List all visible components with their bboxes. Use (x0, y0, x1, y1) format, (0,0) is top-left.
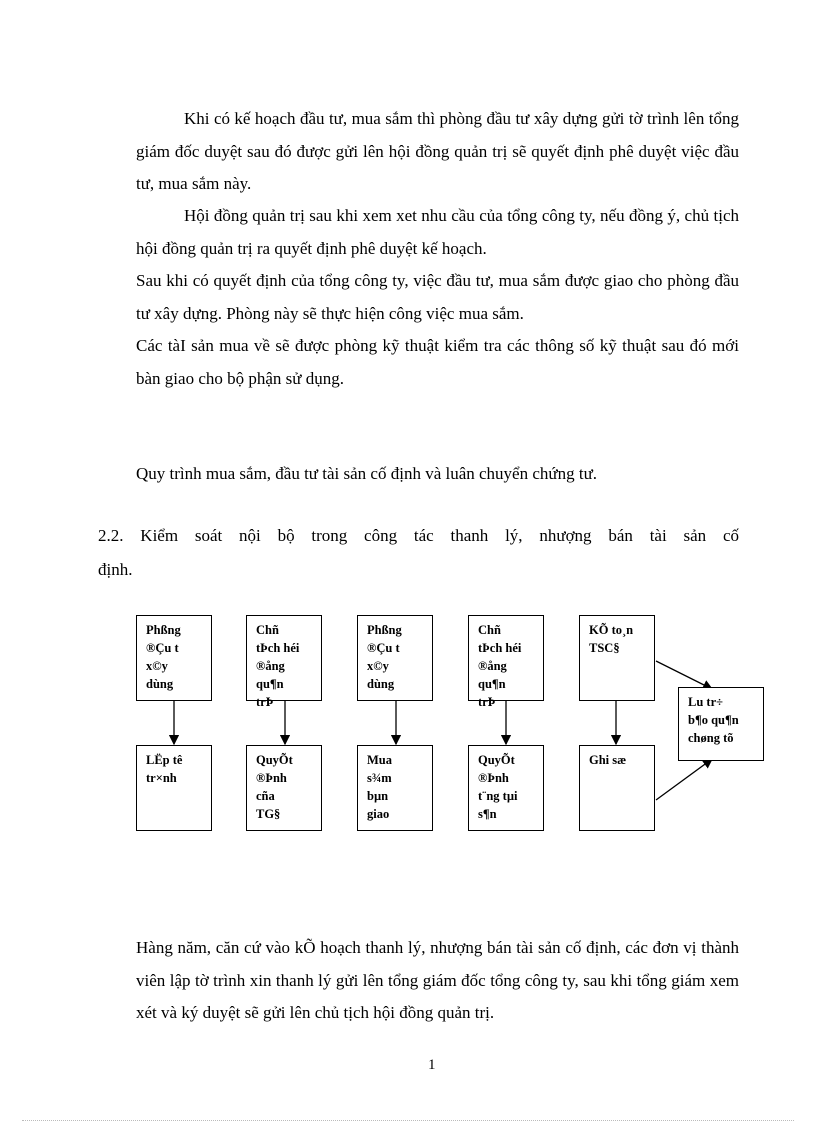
box-purchase-handover: Mua s¾m bµn giao (357, 745, 433, 831)
page-number: 1 (428, 1057, 436, 1073)
box-ceo-decision: QuyÕt ®Þnh cña TG§ (246, 745, 322, 831)
box-archive-documents: Lu tr÷ b¶o qu¶n chøng tõ (678, 687, 764, 761)
box-board-chairman-2: Chñ tÞch héi ®ång qu¶n trÞ (468, 615, 544, 701)
page-bottom-rule (22, 1120, 794, 1121)
box-asset-increase-decision: QuyÕt ®Þnh t¨ng tµi s¶n (468, 745, 544, 831)
paragraph-investment-proposal: Khi có kế hoạch đầu tư, mua sắm thì phòng đầu tư xây dựng gửi tờ trình lên tổng giám đốc duyệt sau đó được gửi lên hội đồng quản trị sẽ quyết định phê duyệt việc đầu tư, mua sắm này. (136, 109, 739, 193)
box-prepare-proposal: LËp tê tr×nh (136, 745, 212, 831)
section-heading: 2.2. Kiểm soát nội bộ trong công tác thanh lý, nhượng bán tài sản cố (98, 526, 739, 545)
box-record-ledger: Ghi sæ (579, 745, 655, 831)
box-fixed-asset-accounting: KÕ to¸n TSC§ (579, 615, 655, 701)
box-construction-dept-1: Phßng ®Çu t x©y dùng (136, 615, 212, 701)
process-caption: Quy trình mua sắm, đầu tư tài sản cố định và luân chuyển chứng tư. (136, 464, 598, 483)
box-board-chairman-1: Chñ tÞch héi ®ång qu¶n trÞ (246, 615, 322, 701)
paragraph-annual-liquidation: Hàng năm, căn cứ vào kÕ hoạch thanh lý, nhượng bán tài sản cố định, các đơn vị thành viên lập tờ trình xin thanh lý gửi lên tổng giám đốc tổng công ty, sau khi tổng giám xem xét và ký duyệt sẽ gửi lên chủ tịch hội đồng quản trị. (136, 938, 739, 1022)
paragraph-board-approval: Hội đồng quản trị sau khi xem xet nhu cầu của tổng công ty, nếu đồng ý, chủ tịch hội đồng quản trị ra quyết định phê duyệt kế hoạch. (136, 206, 739, 258)
paragraph-purchase-assignment: Sau khi có quyết định của tổng công ty, việc đầu tư, mua sắm được giao cho phòng đầu tư xây dựng. Phòng này sẽ thực hiện công việc mua sắm. (136, 271, 739, 323)
paragraph-technical-inspection: Các tàI sản mua về sẽ được phòng kỹ thuật kiểm tra các thông số kỹ thuật sau đó mới bàn giao cho bộ phận sử dụng. (136, 336, 739, 388)
box-construction-dept-2: Phßng ®Çu t x©y dùng (357, 615, 433, 701)
section-heading-continued: định. (98, 560, 133, 579)
